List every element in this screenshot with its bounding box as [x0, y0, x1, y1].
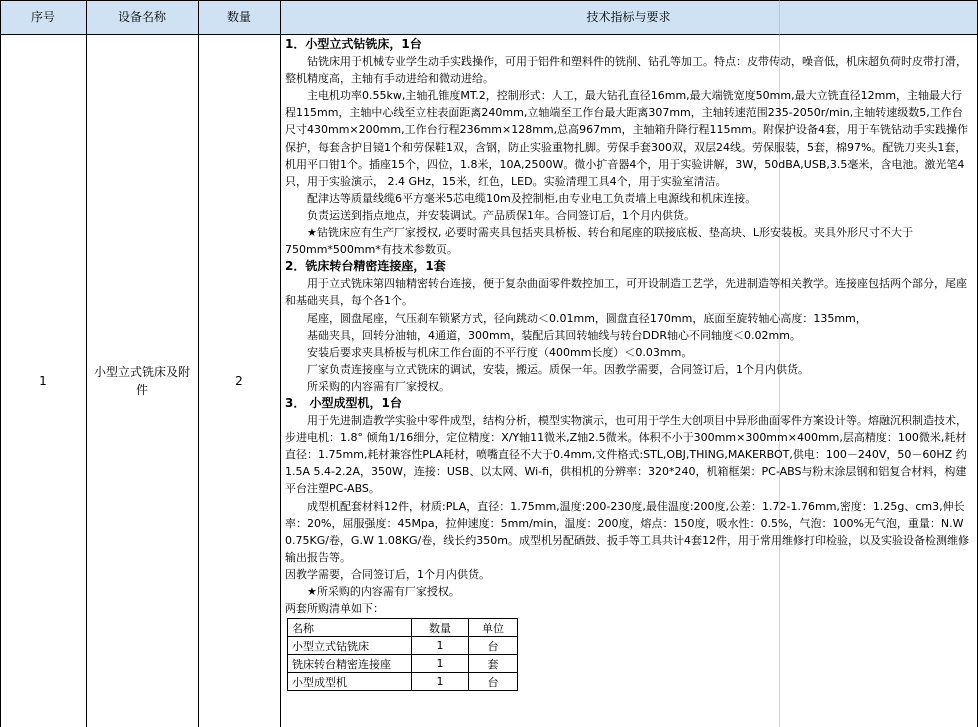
section-2-paragraph: 尾座，圆盘尾座，气压刹车锁紧方式，径向跳动＜0.01mm，圆盘直径170mm，底面至旋转轴心高度：135mm，: [307, 311, 867, 325]
header-divider: [0, 34, 978, 35]
table-cell: 铣床转台精密连接座: [288, 655, 412, 673]
row-quantity: 2: [235, 374, 243, 388]
table-cell: 1: [412, 655, 469, 673]
table-header-cell: 名称: [288, 619, 412, 637]
section-3-title: 3． 小型成型机，1台: [285, 395, 402, 410]
section-2-paragraph: 所采购的内容需有厂家授权。: [307, 379, 450, 393]
header-tech-requirements: 技术指标与要求: [586, 10, 671, 24]
section-2-paragraph: 基础夹具，回转分油轴，4通道，300mm，装配后其回转轴线与转台DDR轴心不同轴度＜0.02mm。: [307, 328, 801, 342]
section-1-paragraph: 钻铣床用于机械专业学生动手实践操作，可用于铝件和塑料件的铣削、钻孔等加工。特点：皮带传动，噪音低，机床超负荷时皮带打滑，整机精度高，主轴有手动进给和微动进给。: [285, 55, 967, 86]
list-intro: 两套所购清单如下：: [285, 602, 384, 616]
table-row: [288, 637, 518, 655]
table-cell: 小型成型机: [288, 673, 412, 691]
section-1-title: 1．小型立式钻铣床，1台: [285, 37, 422, 51]
section-3-paragraph: 用于先进制造教学实验中零件成型，结构分析，模型实物演示，也可用于学生大创项目中异形曲面零件方案设计等。熔融沉积制造技术， 步进电机：1.8° 倾角1/16细分，定位精度：X/Y轴11微米,Z轴2.5微米。体积不小于300mm×300mm×400mm,层高精度：100微米,耗材直径：1.75mm,耗材兼容性PLA耗材，喷嘴直径不大于0.4mm,文件格式:STL,OBJ,THING,MAKERBOT,供电：100－240V，50－60HZ 约1.5A 5.4-2.2A，350W，连接：USB、以太网、Wi-fi，供相机的分辨率：320*240，机箱框架：PC-ABS与粉末涂层钢和铝复合材料，构建平台注塑PC-ABS。: [285, 414, 967, 496]
section-1-paragraph: 主电机功率0.55kw,主轴孔锥度MT.2，控制形式：人工，最大钻孔直径16mm,最大端铣宽度50mm,最大立铣直径12mm，主轴最大行程115mm，主轴中心线至立柱表面距离240mm,立轴端至工作台最大距离307mm，主轴转速范围235-2050r/min,主轴转速级数5,工作台尺寸430mm×200mm,工作台行程236mm×128mm,总高967mm，主轴箱升降行程115mm。附保护设备4套，用于车铣钻动手实践操作保护，每套含护目镜1个和劳保鞋1双，含钢，防止实验重物扎脚。劳保手套300双，双层24线。劳保服装，5套，棉97%。配铣刀夹头1套，机用平口钳1个。插座15个，四位，1.8米，10A,2500W。微小扩音器4个，用于实验讲解，3W，50dBA,USB,3.5毫米，含电池。激光笔4只，用于实验演示， 2.4 GHz，15米，红色，LED。实验清理工具4个，用于实验室清洁。: [285, 89, 968, 188]
table-row: [288, 673, 518, 691]
table-cell: 1: [412, 637, 469, 655]
section-3-paragraph: 因教学需要，合同签订后，1个月内供货。: [285, 567, 490, 581]
section-2-title: 2．铣床转台精密连接座，1套: [285, 259, 446, 274]
section-2-paragraph: 厂家负责连接座与立式铣床的调试，安装，搬运。质保一年。因教学需要，合同签订后，1个月内供货。: [307, 362, 809, 376]
section-2-paragraph: 安装后要求夹具桥板与机床工作台面的不平行度（400mm长度）＜0.03mm。: [307, 345, 693, 359]
header-device-name: 设备名称: [117, 10, 166, 24]
table-header-cell: 单位: [469, 619, 518, 637]
tech-requirements-content: [285, 36, 973, 727]
purchase-list-table: [287, 618, 518, 691]
table-cell: 台: [469, 637, 518, 655]
section-1-paragraph: 配津达等质量线缆6平方毫米5芯电缆10m及控制柜,由专业电工负责墙上电源线和机床连接。: [307, 191, 757, 205]
section-2-paragraph: 用于立式铣床第四轴精密转台连接，便于复杂曲面零件数控加工，可开设制造工艺学，先进制造等相关教学。连接座包括两个部分，尾座和基础夹具，每个各1个。: [285, 277, 967, 308]
header-quantity: 数量: [226, 10, 251, 24]
table-cell: 台: [469, 673, 518, 691]
header-index: 序号: [30, 10, 55, 24]
table-cell: 1: [412, 673, 469, 691]
section-3-paragraph: ★所采购的内容需有厂家授权。: [307, 585, 460, 598]
row-device-name: 小型立式铣床及附件: [93, 365, 190, 397]
table-cell: 套: [469, 655, 518, 673]
table-header-row: [288, 619, 518, 637]
table-row: [288, 655, 518, 673]
section-1-paragraph: 负责运送到指点地点，并安装调试。产品质保1年。合同签订后，1个月内供货。: [307, 208, 695, 222]
section-1-paragraph: ★钻铣床应有生产厂家授权, 必要时需夹具包括夹具桥板、转台和尾座的联接底板、垫高块、L形安装板。夹具外形尺寸不大于750mm*500mm*有技术参数页。: [285, 226, 913, 257]
col-border-3: [280, 0, 281, 727]
table-cell: 小型立式钻铣床: [288, 637, 412, 655]
section-3-paragraph: 成型机配套材料12件，材质:PLA，直径：1.75mm,温度:200-230度,最佳温度:200度,公差：1.72-1.76mm,密度：1.25g、cm3,伸长率：20%，屈服强度：45Mpa，拉伸速度：5mm/min，温度：200度，熔点：150度，吸水性：0.5%，气泡：100%无气泡，重量：N.W 0.75KG/卷，G.W 1.08KG/卷，线长约350m。成型机另配硒鼓、扳手等工具共计4套12件，用于常用维修打印检验，以及实验设备检测维修输出报告等。: [285, 499, 969, 564]
col-border-1: [86, 0, 87, 727]
col-border-0: [0, 0, 1, 727]
table-header-cell: 数量: [412, 619, 469, 637]
row-index: 1: [39, 374, 47, 388]
col-border-2: [198, 0, 199, 727]
